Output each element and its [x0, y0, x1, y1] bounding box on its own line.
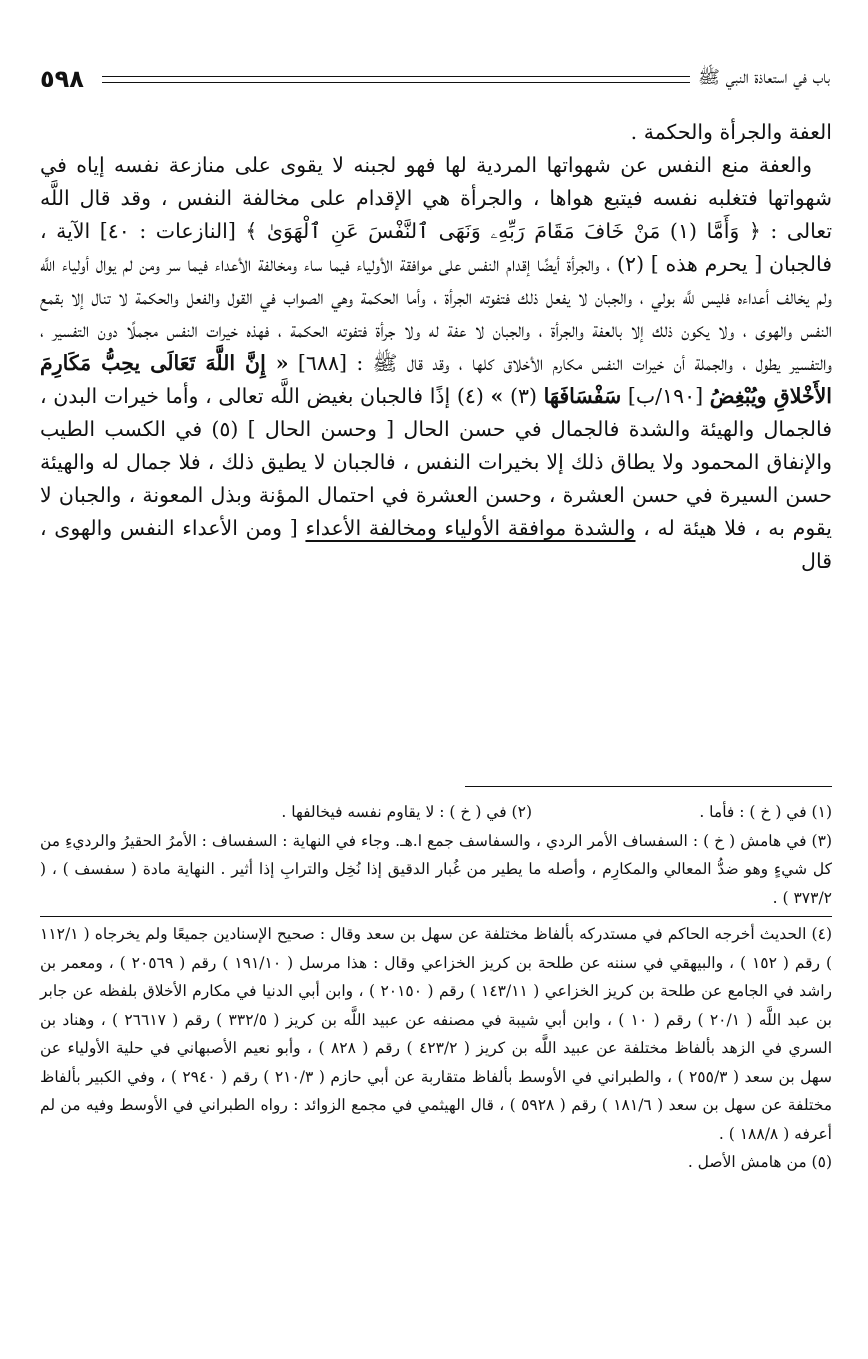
footnote-2: (٢) في ( خ ) : لا يقاوم نفسه فيخالفها . — [281, 803, 532, 821]
main-text — [40, 116, 832, 578]
footnote-ref-2: (٢) — [610, 252, 651, 276]
footnote-ref-4: (٤) — [450, 384, 491, 408]
page-header — [40, 62, 830, 96]
footnote-ref-1: (١) — [660, 219, 707, 243]
footnote-separator — [465, 786, 832, 787]
footnote-row — [40, 798, 832, 827]
text-segment: إذًا فالجبان بغيض اللَّه تعالى ، وأما خيرات البدن ، فالجمال والهيئة والشدة فالجمال في حسن الحال [ وحسن الحال ] — [40, 384, 832, 441]
paragraph-2 — [40, 149, 832, 578]
footnote-ref-3: (٣) — [503, 384, 544, 408]
text-segment: ، والجرأة أيضًا إقدام النفس على موافقة الأولياء فيما ساء ومخالفة الأعداء فيما سر ومن لم يوال أولياء اللَّه ولم يخالف أعداءه فليس للَّه بولي ، والجبان لا يفعل ذلك فتفوته الجرأة ، وأما الحكمة وهي الصواب في القول والفعل والحكمة لا تنال إلا بقمع النفس والهوى ، ولا يكون ذلك إلا بالعفة والجرأة ، والجبان لا عفة له ولا جرأة فتفوته الحكمة ، فهذه خيرات النفس مجملًا دون التفسير ، والتفسير يطول ، والجملة أن خيرات النفس مكارم الأخلاق كلها ، وقد قال ﷺ : [٦٨٨] — [40, 252, 832, 375]
underlined-text: والشدة موافقة الأولياء ومخالفة الأعداء — [305, 516, 636, 540]
hadith-close: » — [490, 384, 504, 408]
footnote-4: (٤) الحديث أخرجه الحاكم في مستدركه بألفاظ مختلفة عن سهل بن سعد وقال : صحيح الإسنادين جميعًا ولم يخرجاه ( ١١٢/١ ) رقم ( ١٥٢ ) ، والبيهقي في سننه عن طلحة بن كريز الخزاعي وقال : هذا مرسل ( ١٩١/١٠ ) رقم ( ٢٠٥٦٩ ) ، ومعمر بن راشد في الجامع عن طلحة بن كريز الخزاعي ( ١٤٣/١١ ) رقم ( ٢٠١٥٠ ) ، وابن أبي الدنيا في مكارم الأخلاق بلفظه عن جابر بن عبد اللَّه ( ٢٠/١ ) رقم ( ١٠ ) ، وابن أبي شيبة في مصنفه عن عبيد اللَّه بن كريز ( ٣٣٢/٥ ) رقم ( ٢٦٦١٧ ) ، وهناد بن السري في الزهد بألفاظ مختلفة عن عبيد اللَّه بن كريز ( ٤٢٣/٢ ) رقم ( ٨٢٨ ) ، وأبو نعيم الأصبهاني في حلية الأولياء عن سهل بن سعد ( ٢٥٥/٣ ) ، والطبراني في الأوسط بألفاظ متقاربة عن أبي حازم ( ٢١٠/٣ ) رقم ( ٢٩٤٠ ) ، وفي الكبير بألفاظ مختلفة عن سهل بن سعد ( ١٨١/٦ ) رقم ( ٥٩٢٨ ) ، قال الهيثمي في مجمع الزوائد : رواه الطبراني في الأوسط وفيه من لم أعرفه ( ١٨٨/٨ ) . — [40, 925, 833, 1143]
hadith-text: سَفْسَافَهَا — [543, 384, 622, 408]
text-segment: والعفة منع النفس عن شهواتها المردية لها فهو لجبنه لا يقوى على منازعة نفسه إياه في شهواتها فتغلبه نفسه فيتبع هواها ، والجرأة هي الإقدام على مخالفة النفس ، وقد قال اللَّه تعالى : ﴿ وَأَمَّا — [40, 153, 833, 243]
paragraph-1: العفة والجرأة والحكمة . — [630, 120, 832, 144]
hadith-text: « إِنَّ اللَّهَ تَعَالَى يحِبُّ مَكَارِمَ الأَخْلاقِ ويُبْغِضُ — [40, 351, 833, 408]
page-number: ٥٩٨ — [40, 65, 84, 93]
footnote-divider — [40, 916, 832, 917]
text-segment: [ ومن الأعداء النفس والهوى ، قال — [40, 516, 832, 573]
manuscript-folio-marker: [١٩٠/ب] — [621, 384, 710, 408]
footnote-3: (٣) في هامش ( خ ) : السفساف الأمر الردي ، والسفاسف جمع ا.هـ. وجاء في النهاية : السفساف : الأمرُ الحقيرُ والرديءِ من كل شيءٍ وهو ضدُّ المعالي والمكارِم ، وأصله ما يطير من غُبار الدقيق إذا نُخِل والترابِ إذا أثير . النهاية مادة ( سفسف ) ، ( ٣٧٣/٢ ) . — [40, 831, 832, 907]
quran-verse: مَنْ خَافَ مَقَامَ رَبِّهِۦ وَنَهَى ٱلنَّفْسَ عَنِ ٱلْهَوَىٰ ﴾ [النازعات : ٤٠] الآية ، فالجبان [ يحرم هذه ] — [40, 219, 832, 276]
footnote-1: (١) في ( خ ) : فأما . — [699, 803, 832, 821]
footnote-ref-5: (٥) — [202, 417, 248, 441]
footnotes — [40, 798, 832, 1177]
running-title: باب في استعاذة النبي ﷺ — [698, 67, 830, 88]
header-rule — [102, 76, 690, 83]
footnote-5: (٥) من هامش الأصل . — [687, 1153, 832, 1171]
text-segment: في الكسب الطيب والإنفاق المحمود ولا يطاق ذلك إلا بخيرات النفس ، فالجبان لا يطيق ذلك ، فلا جمال له والهيئة حسن السيرة في حسن العشرة ، وحسن العشرة في احتمال المؤنة وبذل المعونة ، والجبان لا يقوم به ، فلا هيئة له ، — [40, 417, 832, 540]
